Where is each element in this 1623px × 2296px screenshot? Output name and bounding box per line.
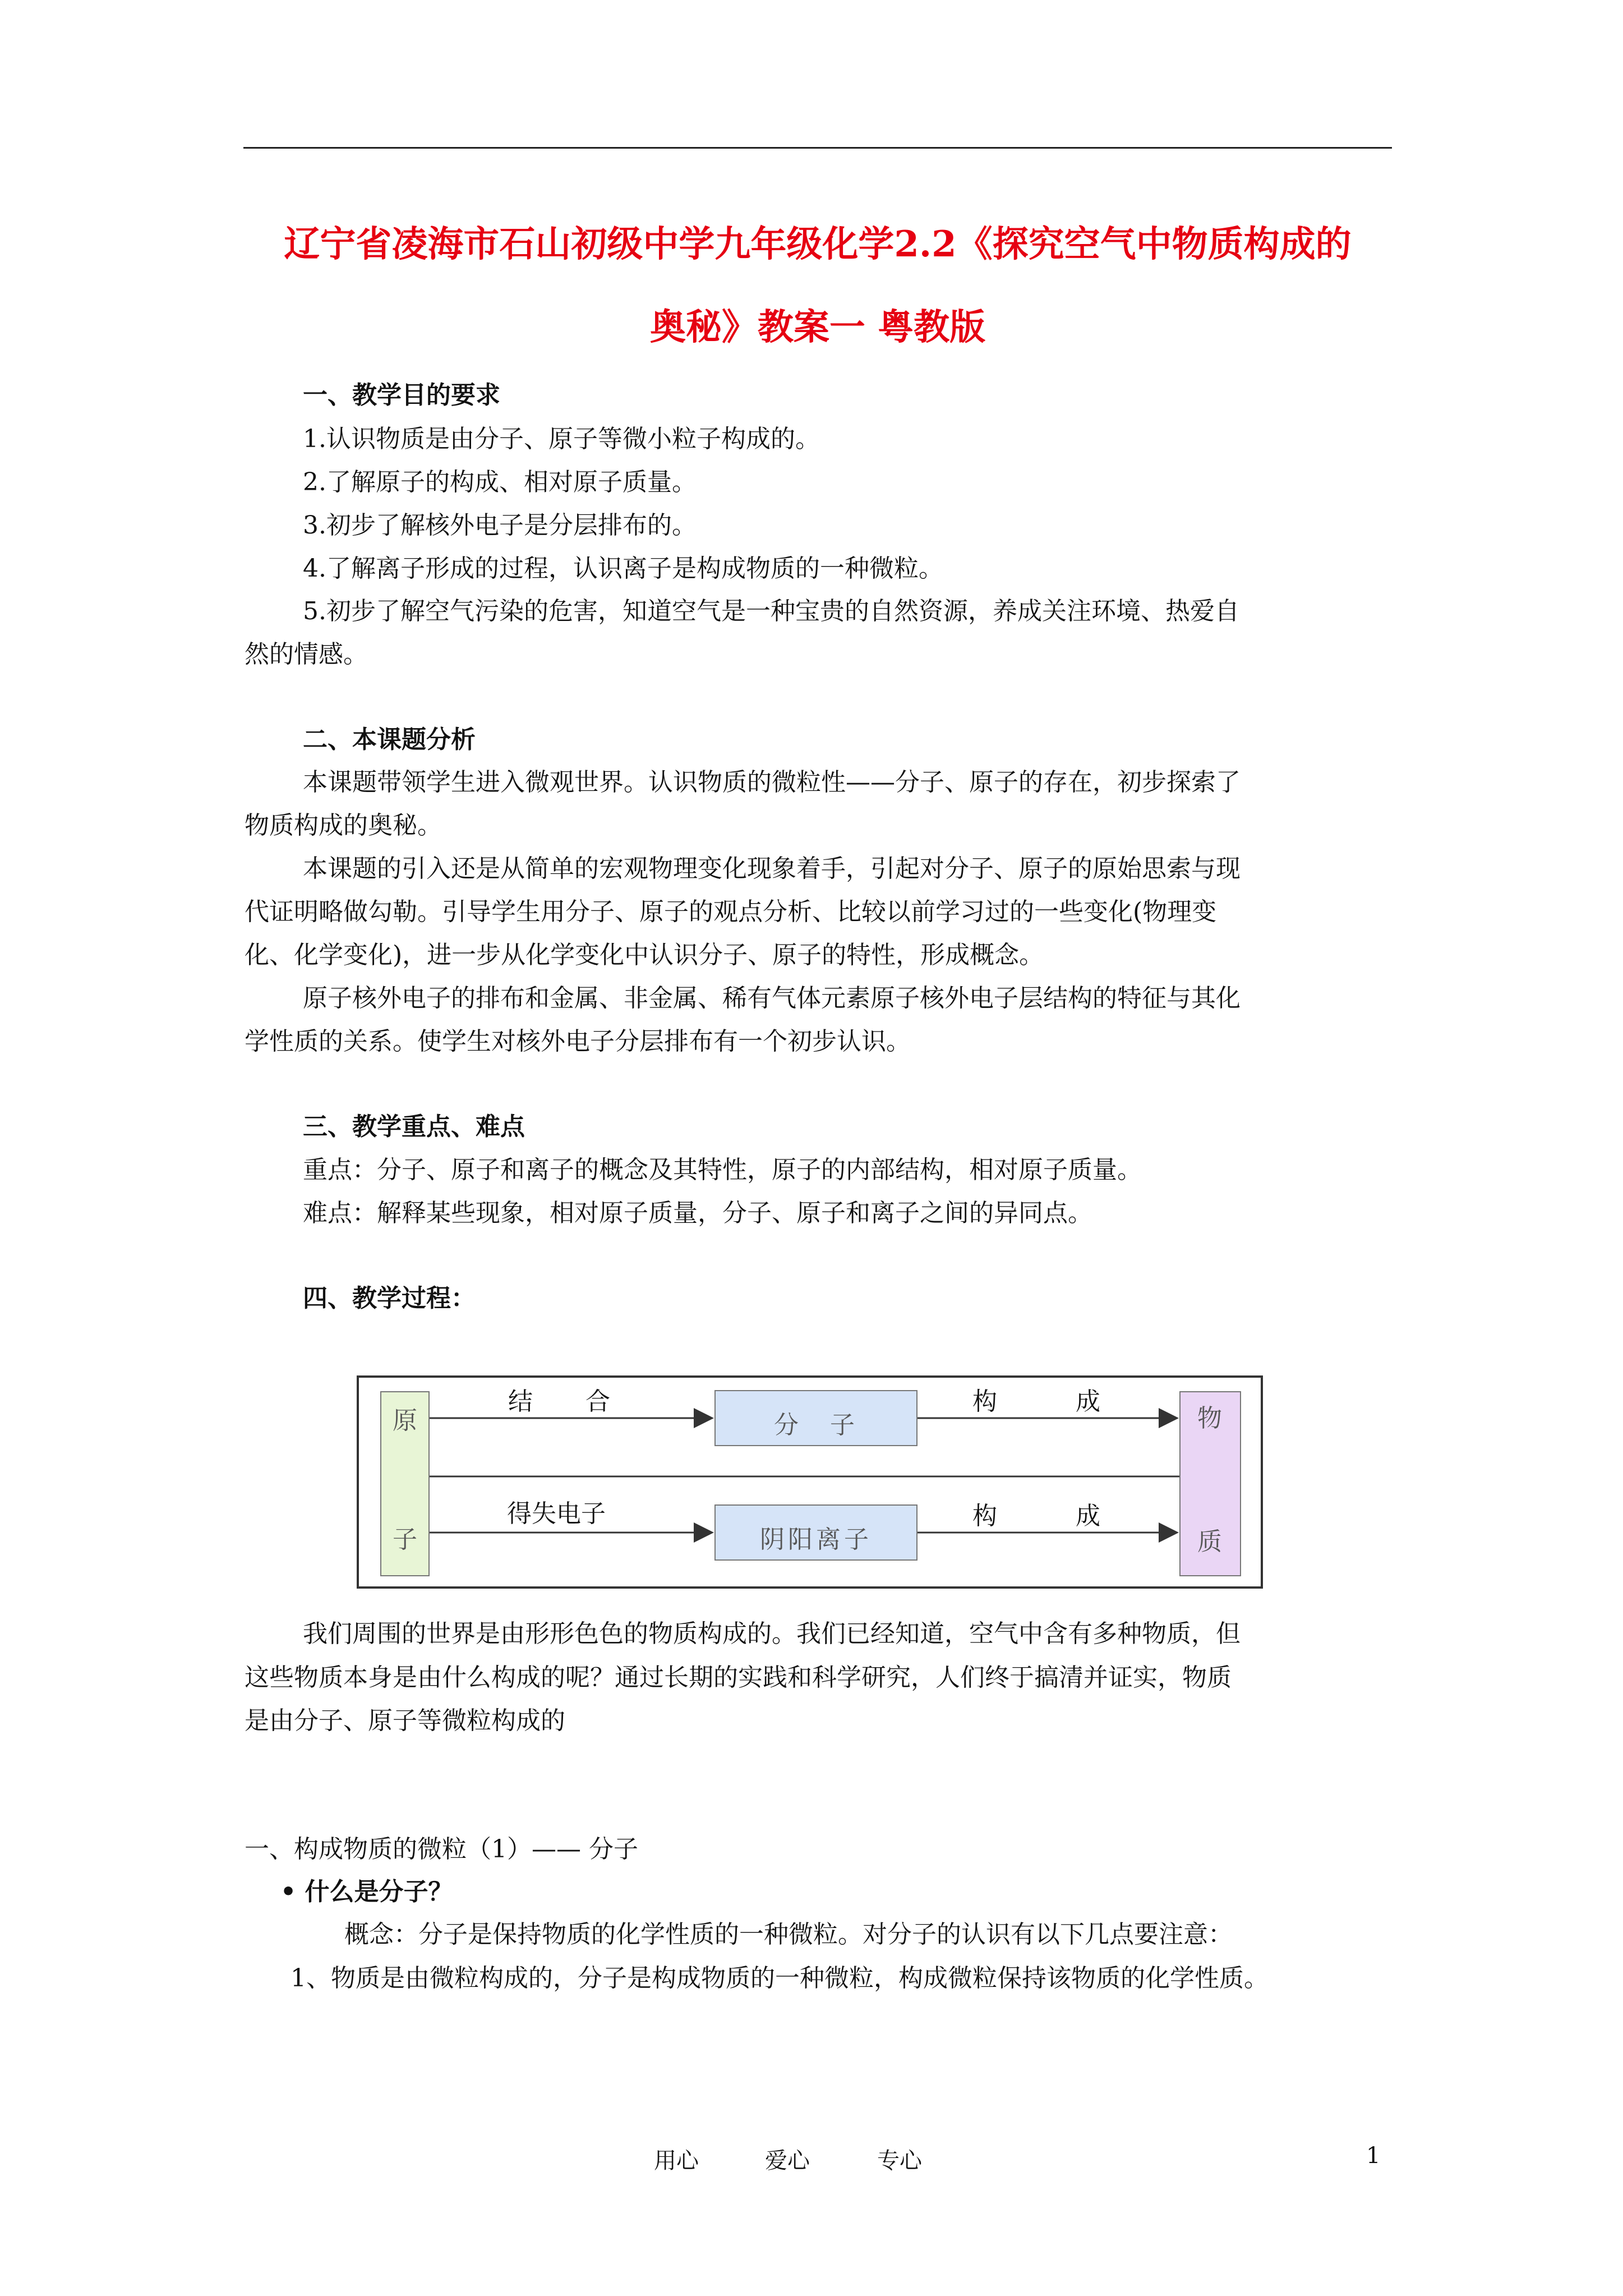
intro-line-3: 是由分子、原子等微粒构成的 xyxy=(245,1706,565,1735)
atom-label-char2: 子 xyxy=(393,1525,417,1554)
section2-line-1: 本课题带领学生进入微观世界。认识物质的微粒性——分子、原子的存在，初步探索了 xyxy=(303,768,1241,797)
matter-label-char1: 物 xyxy=(1197,1404,1222,1433)
section4-heading: 四、教学过程： xyxy=(303,1284,476,1313)
section1-heading: 一、教学目的要求 xyxy=(303,381,500,409)
part1-bullet-question: • 什么是分子？ xyxy=(280,1878,453,1906)
section1-item-2: 2.了解原子的构成、相对原子质量。 xyxy=(303,468,697,496)
combine-label-char2: 合 xyxy=(585,1387,610,1416)
compose-label-char3: 构 xyxy=(972,1502,997,1530)
section2-line-3: 本课题的引入还是从简单的宏观物理变化现象着手，引起对分子、原子的原始思索与现 xyxy=(303,854,1241,883)
gain-lose-electron-label: 得失电子 xyxy=(507,1499,606,1528)
section1-item-5: 5.初步了解空气污染的危害，知道空气是一种宝贵的自然资源，养成关注环境、热爱自 xyxy=(303,597,1239,625)
section2-heading: 二、本课题分析 xyxy=(303,725,476,754)
section3-key-points: 重点：分子、原子和离子的概念及其特性，原子的内部结构，相对原子质量。 xyxy=(303,1156,1142,1184)
document-title-line1: 辽宁省凌海市石山初级中学九年级化学2.2《探究空气中物质构成的 xyxy=(284,223,1352,265)
section2-line-5: 化、化学变化)，进一步从化学变化中认识分子、原子的特性，形成概念。 xyxy=(245,941,1044,969)
part1-point-1: 1、物质是由微粒构成的，分子是构成物质的一种微粒，构成微粒保持该物质的化学性质。 xyxy=(291,1964,1269,1993)
section3-difficult-points: 难点：解释某些现象，相对原子质量，分子、原子和离子之间的异同点。 xyxy=(303,1199,1092,1227)
header-rule xyxy=(243,147,1392,149)
matter-box xyxy=(1179,1391,1241,1576)
part1-concept: 概念：分子是保持物质的化学性质的一种微粒。对分子的认识有以下几点要注意： xyxy=(344,1920,1233,1949)
matter-label-char2: 质 xyxy=(1197,1527,1222,1556)
section1-item-1: 1.认识物质是由分子、原子等微小粒子构成的。 xyxy=(303,425,820,453)
footer-motto-2: 爱心 xyxy=(765,2148,810,2174)
section1-item-5-cont: 然的情感。 xyxy=(245,640,368,669)
compose-label-char4: 成 xyxy=(1076,1502,1100,1530)
document-title-line2: 奥秘》教案一 粤教版 xyxy=(649,306,986,348)
footer-motto-3: 专心 xyxy=(877,2148,922,2174)
matter-composition-diagram xyxy=(357,1375,1263,1589)
page-number: 1 xyxy=(1366,2143,1381,2169)
atom-label-char1: 原 xyxy=(393,1406,417,1435)
section1-item-4: 4.了解离子形成的过程，认识离子是构成物质的一种微粒。 xyxy=(303,554,943,583)
section2-line-4: 代证明略做勾勒。引导学生用分子、原子的观点分析、比较以前学习过的一些变化(物理变 xyxy=(245,898,1217,926)
section2-line-7: 学性质的关系。使学生对核外电子分层排布有一个初步认识。 xyxy=(245,1027,911,1056)
molecule-box xyxy=(714,1390,917,1446)
section1-item-3: 3.初步了解核外电子是分层排布的。 xyxy=(303,511,697,540)
ion-label: 阴阳离子 xyxy=(760,1525,872,1554)
section2-line-6: 原子核外电子的排布和金属、非金属、稀有气体元素原子核外电子层结构的特征与其化 xyxy=(303,984,1241,1013)
molecule-label: 分 子 xyxy=(774,1411,858,1439)
intro-line-2: 这些物质本身是由什么构成的呢？通过长期的实践和科学研究，人们终于搞清并证实，物质 xyxy=(245,1663,1232,1692)
atom-box xyxy=(380,1391,430,1576)
section2-line-2: 物质构成的奥秘。 xyxy=(245,811,442,840)
compose-label-char2: 成 xyxy=(1076,1387,1100,1416)
part1-heading: 一、构成物质的微粒（1）—— 分子 xyxy=(245,1835,638,1864)
combine-label-char1: 结 xyxy=(508,1387,533,1416)
intro-line-1: 我们周围的世界是由形形色色的物质构成的。我们已经知道，空气中含有多种物质，但 xyxy=(303,1619,1241,1648)
section3-heading: 三、教学重点、难点 xyxy=(303,1112,525,1141)
ion-box xyxy=(714,1504,917,1561)
compose-label-char1: 构 xyxy=(972,1387,997,1416)
footer-motto-1: 用心 xyxy=(654,2148,699,2174)
